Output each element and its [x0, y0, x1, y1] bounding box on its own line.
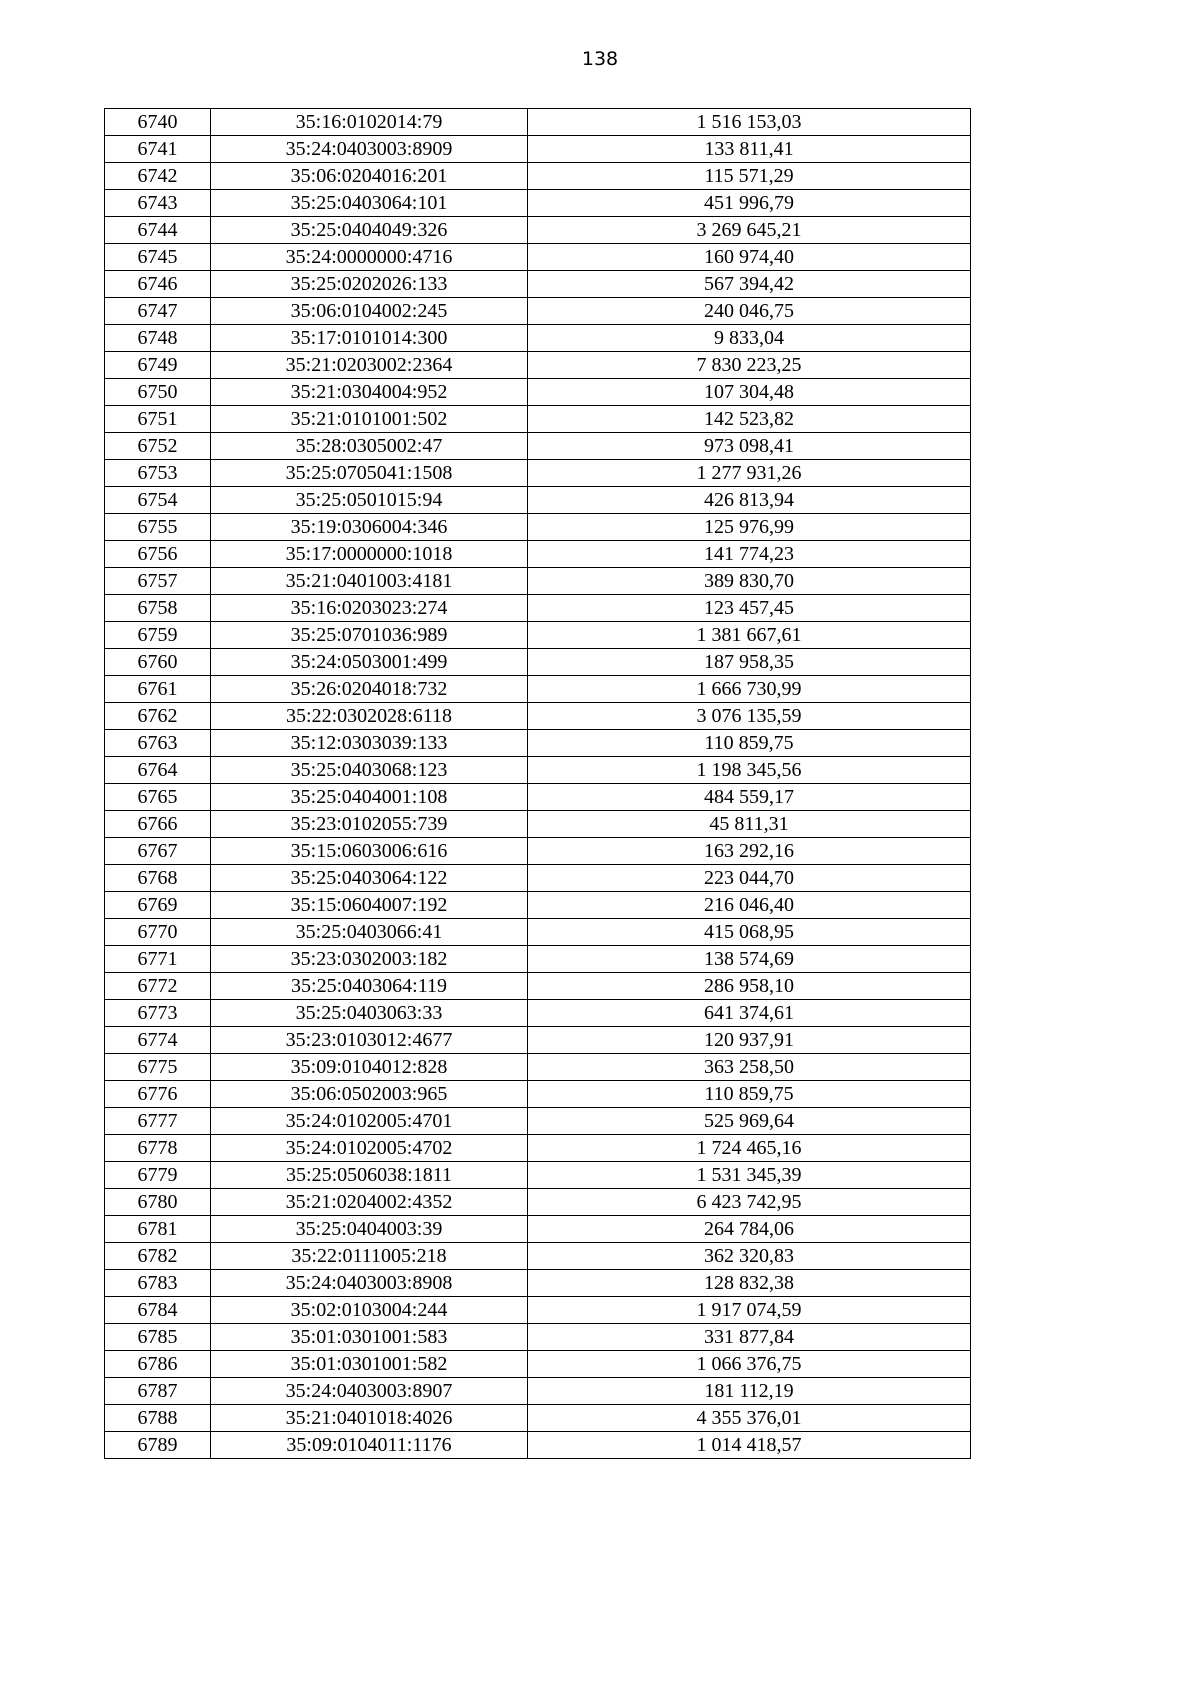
row-number-cell: 6769: [105, 892, 211, 919]
table-row: [105, 892, 971, 919]
cadastral-number-cell: 35:19:0306004:346: [211, 514, 528, 541]
cadastral-value-cell: 4 355 376,01: [528, 1405, 971, 1432]
cadastral-value-cell: 331 877,84: [528, 1324, 971, 1351]
row-number-cell: 6752: [105, 433, 211, 460]
table-row: [105, 1243, 971, 1270]
cadastral-value-cell: 7 830 223,25: [528, 352, 971, 379]
table-row: [105, 109, 971, 136]
table-row: [105, 946, 971, 973]
row-number-cell: 6766: [105, 811, 211, 838]
cadastral-number-cell: 35:25:0202026:133: [211, 271, 528, 298]
cadastral-number-cell: 35:23:0103012:4677: [211, 1027, 528, 1054]
row-number-cell: 6740: [105, 109, 211, 136]
table-row: [105, 541, 971, 568]
row-number-cell: 6744: [105, 217, 211, 244]
cadastral-value-cell: 484 559,17: [528, 784, 971, 811]
row-number-cell: 6760: [105, 649, 211, 676]
cadastral-value-cell: 110 859,75: [528, 1081, 971, 1108]
table-row: [105, 298, 971, 325]
table-row: [105, 1351, 971, 1378]
cadastral-value-cell: 223 044,70: [528, 865, 971, 892]
cadastral-number-cell: 35:21:0401018:4026: [211, 1405, 528, 1432]
table-row: [105, 1027, 971, 1054]
cadastral-number-cell: 35:25:0506038:1811: [211, 1162, 528, 1189]
row-number-cell: 6762: [105, 703, 211, 730]
cadastral-value-cell: 1 666 730,99: [528, 676, 971, 703]
cadastral-number-cell: 35:21:0101001:502: [211, 406, 528, 433]
cadastral-value-cell: 187 958,35: [528, 649, 971, 676]
cadastral-value-cell: 133 811,41: [528, 136, 971, 163]
table-row: [105, 406, 971, 433]
table-row: [105, 595, 971, 622]
cadastral-value-cell: 142 523,82: [528, 406, 971, 433]
cadastral-value-cell: 216 046,40: [528, 892, 971, 919]
table-row: [105, 352, 971, 379]
cadastral-number-cell: 35:25:0701036:989: [211, 622, 528, 649]
table-row: [105, 379, 971, 406]
table-row: [105, 163, 971, 190]
cadastral-value-cell: 1 014 418,57: [528, 1432, 971, 1459]
row-number-cell: 6777: [105, 1108, 211, 1135]
table-row: [105, 1162, 971, 1189]
row-number-cell: 6768: [105, 865, 211, 892]
table-row: [105, 1000, 971, 1027]
row-number-cell: 6747: [105, 298, 211, 325]
table-row: [105, 433, 971, 460]
row-number-cell: 6750: [105, 379, 211, 406]
row-number-cell: 6779: [105, 1162, 211, 1189]
cadastral-value-cell: 115 571,29: [528, 163, 971, 190]
row-number-cell: 6782: [105, 1243, 211, 1270]
page-number: 138: [581, 48, 619, 70]
cadastral-value-cell: 1 531 345,39: [528, 1162, 971, 1189]
row-number-cell: 6772: [105, 973, 211, 1000]
cadastral-number-cell: 35:06:0502003:965: [211, 1081, 528, 1108]
cadastral-value-cell: 1 724 465,16: [528, 1135, 971, 1162]
table-row: [105, 1189, 971, 1216]
table-row: [105, 919, 971, 946]
cadastral-value-cell: 240 046,75: [528, 298, 971, 325]
row-number-cell: 6774: [105, 1027, 211, 1054]
cadastral-value-cell: 415 068,95: [528, 919, 971, 946]
row-number-cell: 6776: [105, 1081, 211, 1108]
row-number-cell: 6763: [105, 730, 211, 757]
row-number-cell: 6754: [105, 487, 211, 514]
row-number-cell: 6758: [105, 595, 211, 622]
table-row: [105, 190, 971, 217]
cadastral-value-cell: 138 574,69: [528, 946, 971, 973]
table-row: [105, 1108, 971, 1135]
cadastral-value-cell: 363 258,50: [528, 1054, 971, 1081]
row-number-cell: 6742: [105, 163, 211, 190]
cadastral-number-cell: 35:25:0403068:123: [211, 757, 528, 784]
cadastral-value-cell: 1 277 931,26: [528, 460, 971, 487]
cadastral-value-table: [104, 108, 971, 1459]
cadastral-number-cell: 35:23:0102055:739: [211, 811, 528, 838]
table-row: [105, 865, 971, 892]
row-number-cell: 6748: [105, 325, 211, 352]
cadastral-number-cell: 35:23:0302003:182: [211, 946, 528, 973]
row-number-cell: 6767: [105, 838, 211, 865]
cadastral-value-cell: 123 457,45: [528, 595, 971, 622]
row-number-cell: 6775: [105, 1054, 211, 1081]
cadastral-number-cell: 35:25:0403064:119: [211, 973, 528, 1000]
cadastral-number-cell: 35:26:0204018:732: [211, 676, 528, 703]
table-row: [105, 730, 971, 757]
table-row: [105, 514, 971, 541]
table-row: [105, 973, 971, 1000]
cadastral-number-cell: 35:21:0304004:952: [211, 379, 528, 406]
row-number-cell: 6773: [105, 1000, 211, 1027]
cadastral-number-cell: 35:25:0705041:1508: [211, 460, 528, 487]
table-row: [105, 1270, 971, 1297]
cadastral-value-cell: 567 394,42: [528, 271, 971, 298]
cadastral-number-cell: 35:24:0503001:499: [211, 649, 528, 676]
row-number-cell: 6789: [105, 1432, 211, 1459]
row-number-cell: 6756: [105, 541, 211, 568]
cadastral-number-cell: 35:25:0404001:108: [211, 784, 528, 811]
cadastral-value-cell: 1 381 667,61: [528, 622, 971, 649]
cadastral-number-cell: 35:28:0305002:47: [211, 433, 528, 460]
table-row: [105, 757, 971, 784]
cadastral-value-cell: 1 917 074,59: [528, 1297, 971, 1324]
cadastral-number-cell: 35:24:0102005:4702: [211, 1135, 528, 1162]
row-number-cell: 6757: [105, 568, 211, 595]
row-number-cell: 6780: [105, 1189, 211, 1216]
row-number-cell: 6786: [105, 1351, 211, 1378]
cadastral-number-cell: 35:24:0403003:8909: [211, 136, 528, 163]
cadastral-number-cell: 35:24:0403003:8908: [211, 1270, 528, 1297]
table-body: [105, 109, 971, 1459]
row-number-cell: 6783: [105, 1270, 211, 1297]
row-number-cell: 6785: [105, 1324, 211, 1351]
cadastral-value-cell: 264 784,06: [528, 1216, 971, 1243]
table-row: [105, 1324, 971, 1351]
cadastral-number-cell: 35:01:0301001:583: [211, 1324, 528, 1351]
cadastral-number-cell: 35:25:0403063:33: [211, 1000, 528, 1027]
row-number-cell: 6741: [105, 136, 211, 163]
row-number-cell: 6746: [105, 271, 211, 298]
row-number-cell: 6745: [105, 244, 211, 271]
row-number-cell: 6753: [105, 460, 211, 487]
table-row: [105, 1432, 971, 1459]
table-row: [105, 784, 971, 811]
cadastral-value-cell: 451 996,79: [528, 190, 971, 217]
row-number-cell: 6781: [105, 1216, 211, 1243]
table-row: [105, 811, 971, 838]
cadastral-value-cell: 973 098,41: [528, 433, 971, 460]
table-row: [105, 1378, 971, 1405]
row-number-cell: 6743: [105, 190, 211, 217]
cadastral-number-cell: 35:09:0104012:828: [211, 1054, 528, 1081]
cadastral-value-cell: 389 830,70: [528, 568, 971, 595]
table-row: [105, 1405, 971, 1432]
cadastral-number-cell: 35:16:0203023:274: [211, 595, 528, 622]
cadastral-number-cell: 35:21:0401003:4181: [211, 568, 528, 595]
table-row: [105, 325, 971, 352]
table-row: [105, 271, 971, 298]
table-row: [105, 1297, 971, 1324]
cadastral-value-cell: 120 937,91: [528, 1027, 971, 1054]
table-row: [105, 1216, 971, 1243]
cadastral-value-cell: 3 269 645,21: [528, 217, 971, 244]
cadastral-number-cell: 35:25:0404003:39: [211, 1216, 528, 1243]
cadastral-value-cell: 45 811,31: [528, 811, 971, 838]
table-row: [105, 568, 971, 595]
cadastral-number-cell: 35:15:0603006:616: [211, 838, 528, 865]
cadastral-value-cell: 163 292,16: [528, 838, 971, 865]
cadastral-value-cell: 426 813,94: [528, 487, 971, 514]
cadastral-value-cell: 160 974,40: [528, 244, 971, 271]
row-number-cell: 6787: [105, 1378, 211, 1405]
cadastral-value-cell: 110 859,75: [528, 730, 971, 757]
cadastral-number-cell: 35:24:0102005:4701: [211, 1108, 528, 1135]
cadastral-value-cell: 641 374,61: [528, 1000, 971, 1027]
row-number-cell: 6788: [105, 1405, 211, 1432]
cadastral-number-cell: 35:06:0204016:201: [211, 163, 528, 190]
cadastral-number-cell: 35:06:0104002:245: [211, 298, 528, 325]
table-row: [105, 1135, 971, 1162]
table-row: [105, 217, 971, 244]
cadastral-number-cell: 35:25:0403064:122: [211, 865, 528, 892]
cadastral-number-cell: 35:21:0204002:4352: [211, 1189, 528, 1216]
cadastral-number-cell: 35:02:0103004:244: [211, 1297, 528, 1324]
table-row: [105, 1081, 971, 1108]
cadastral-number-cell: 35:17:0101014:300: [211, 325, 528, 352]
cadastral-number-cell: 35:01:0301001:582: [211, 1351, 528, 1378]
cadastral-value-cell: 3 076 135,59: [528, 703, 971, 730]
row-number-cell: 6771: [105, 946, 211, 973]
cadastral-value-cell: 1 198 345,56: [528, 757, 971, 784]
cadastral-number-cell: 35:25:0403064:101: [211, 190, 528, 217]
row-number-cell: 6751: [105, 406, 211, 433]
cadastral-number-cell: 35:16:0102014:79: [211, 109, 528, 136]
table-row: [105, 676, 971, 703]
table-row: [105, 838, 971, 865]
cadastral-number-cell: 35:15:0604007:192: [211, 892, 528, 919]
cadastral-value-cell: 9 833,04: [528, 325, 971, 352]
cadastral-number-cell: 35:12:0303039:133: [211, 730, 528, 757]
cadastral-value-cell: 125 976,99: [528, 514, 971, 541]
table-row: [105, 703, 971, 730]
cadastral-number-cell: 35:22:0111005:218: [211, 1243, 528, 1270]
cadastral-number-cell: 35:24:0000000:4716: [211, 244, 528, 271]
cadastral-value-cell: 181 112,19: [528, 1378, 971, 1405]
cadastral-number-cell: 35:25:0403066:41: [211, 919, 528, 946]
row-number-cell: 6761: [105, 676, 211, 703]
cadastral-value-cell: 6 423 742,95: [528, 1189, 971, 1216]
cadastral-number-cell: 35:25:0404049:326: [211, 217, 528, 244]
cadastral-number-cell: 35:09:0104011:1176: [211, 1432, 528, 1459]
table-row: [105, 136, 971, 163]
cadastral-value-cell: 141 774,23: [528, 541, 971, 568]
table-row: [105, 244, 971, 271]
row-number-cell: 6784: [105, 1297, 211, 1324]
cadastral-number-cell: 35:24:0403003:8907: [211, 1378, 528, 1405]
table-row: [105, 1054, 971, 1081]
cadastral-number-cell: 35:17:0000000:1018: [211, 541, 528, 568]
cadastral-value-cell: 362 320,83: [528, 1243, 971, 1270]
cadastral-value-cell: 525 969,64: [528, 1108, 971, 1135]
table-row: [105, 487, 971, 514]
cadastral-value-cell: 1 516 153,03: [528, 109, 971, 136]
cadastral-number-cell: 35:25:0501015:94: [211, 487, 528, 514]
table-row: [105, 622, 971, 649]
cadastral-number-cell: 35:21:0203002:2364: [211, 352, 528, 379]
table-row: [105, 460, 971, 487]
cadastral-value-cell: 107 304,48: [528, 379, 971, 406]
row-number-cell: 6770: [105, 919, 211, 946]
cadastral-value-cell: 286 958,10: [528, 973, 971, 1000]
cadastral-number-cell: 35:22:0302028:6118: [211, 703, 528, 730]
row-number-cell: 6755: [105, 514, 211, 541]
row-number-cell: 6778: [105, 1135, 211, 1162]
table-row: [105, 649, 971, 676]
row-number-cell: 6759: [105, 622, 211, 649]
cadastral-value-cell: 128 832,38: [528, 1270, 971, 1297]
row-number-cell: 6749: [105, 352, 211, 379]
row-number-cell: 6765: [105, 784, 211, 811]
row-number-cell: 6764: [105, 757, 211, 784]
cadastral-value-cell: 1 066 376,75: [528, 1351, 971, 1378]
